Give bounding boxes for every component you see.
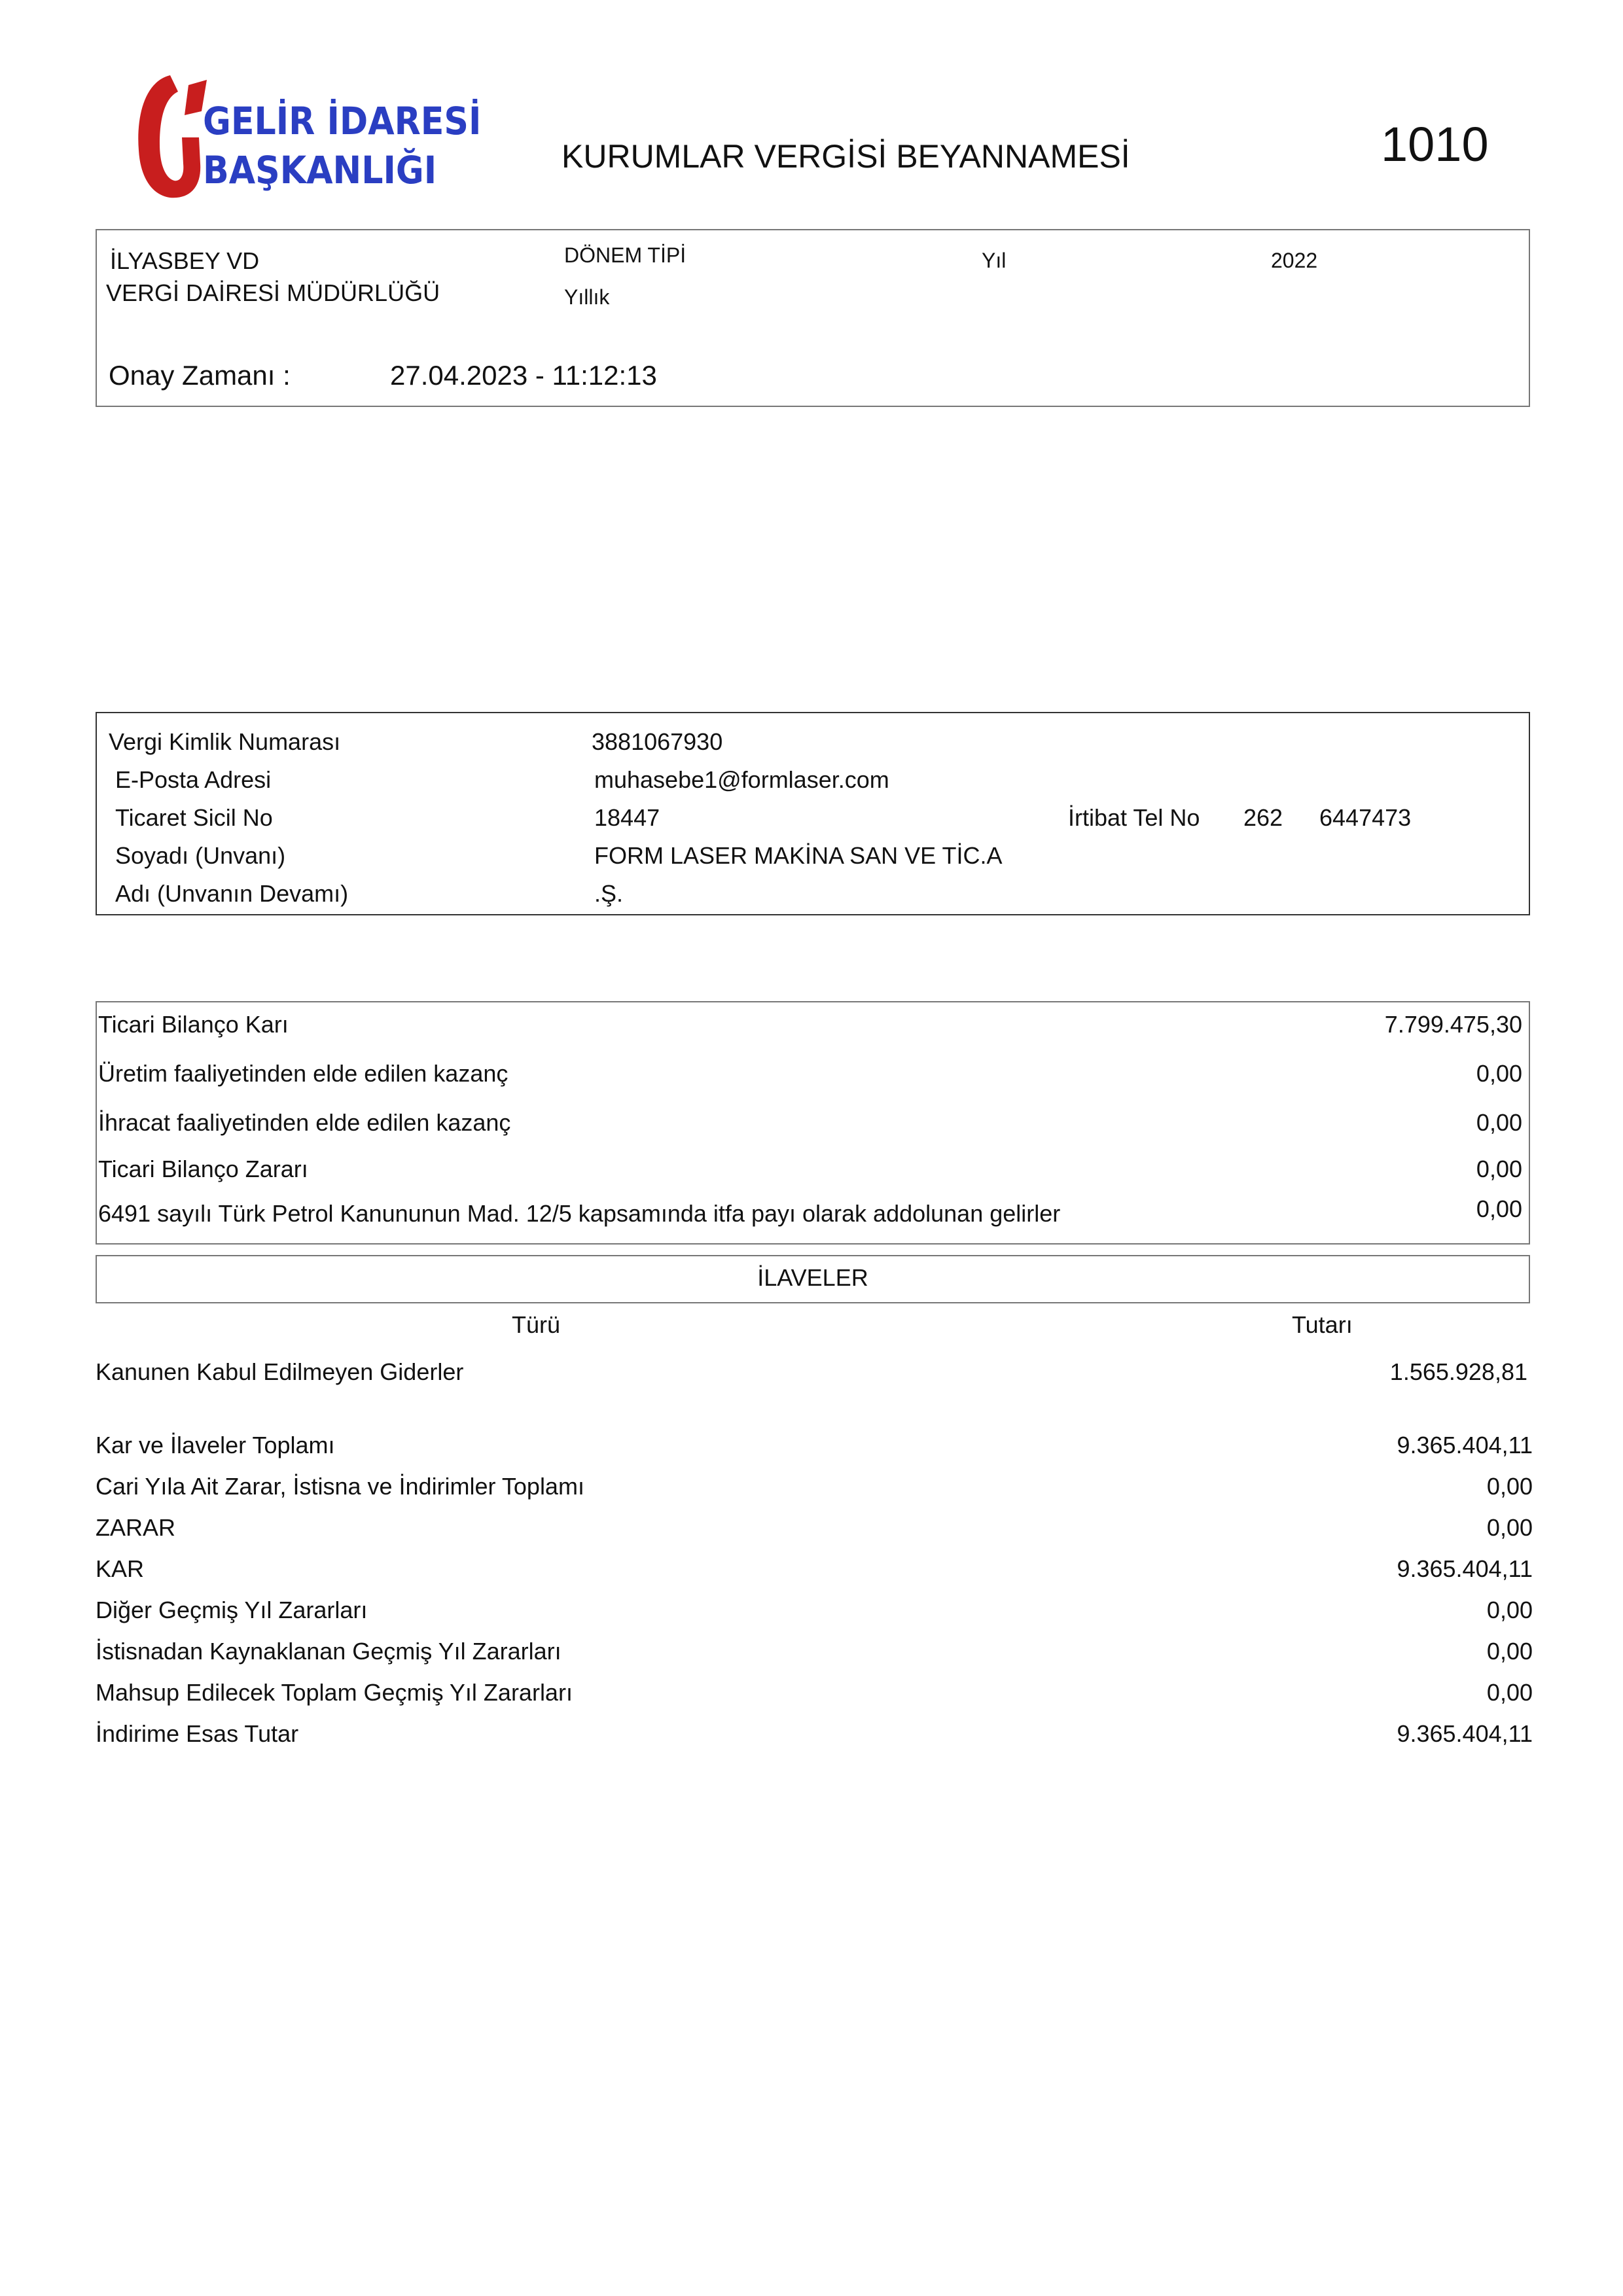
col-amount-header: Tutarı bbox=[1292, 1311, 1353, 1338]
total-label: ZARAR bbox=[96, 1514, 176, 1541]
income-label: Üretim faaliyetinden elde edilen kazanç bbox=[98, 1060, 508, 1087]
year-value: 2022 bbox=[1271, 249, 1318, 272]
income-value: 0,00 bbox=[1476, 1195, 1522, 1222]
logo-line2: BAŞKANLIĞI bbox=[203, 148, 437, 192]
income-value: 0,00 bbox=[1476, 1109, 1522, 1136]
total-value: 0,00 bbox=[1486, 1473, 1533, 1500]
year-label: Yıl bbox=[982, 249, 1007, 272]
total-value: 0,00 bbox=[1486, 1638, 1533, 1665]
income-label: 6491 sayılı Türk Petrol Kanununun Mad. 12/5 kapsamında itfa payı olarak addolunan gelirler bbox=[98, 1200, 1061, 1227]
email-label: E-Posta Adresi bbox=[115, 766, 272, 793]
additions-title: İLAVELER bbox=[757, 1264, 868, 1291]
document-title: KURUMLAR VERGİSİ BEYANNAMESİ bbox=[562, 138, 1130, 175]
surname-value: FORM LASER MAKİNA SAN VE TİC.A bbox=[594, 842, 1003, 869]
phone-label: İrtibat Tel No bbox=[1068, 804, 1200, 831]
total-label: İndirime Esas Tutar bbox=[96, 1720, 299, 1747]
name-label: Adı (Unvanın Devamı) bbox=[115, 880, 349, 907]
total-value: 9.365.404,11 bbox=[1397, 1720, 1533, 1747]
total-label: KAR bbox=[96, 1555, 145, 1582]
income-value: 7.799.475,30 bbox=[1384, 1011, 1522, 1038]
income-label: Ticari Bilanço Zararı bbox=[98, 1156, 308, 1182]
total-label: Kar ve İlaveler Toplamı bbox=[96, 1432, 335, 1458]
trade-reg-label: Ticaret Sicil No bbox=[115, 804, 273, 831]
total-label: Mahsup Edilecek Toplam Geçmiş Yıl Zararları bbox=[96, 1679, 573, 1706]
vkn-value: 3881067930 bbox=[592, 728, 723, 755]
tax-office-dept: VERGİ DAİRESİ MÜDÜRLÜĞÜ bbox=[106, 279, 440, 306]
total-label: İstisnadan Kaynaklanan Geçmiş Yıl Zararları bbox=[96, 1638, 562, 1665]
vkn-label: Vergi Kimlik Numarası bbox=[109, 728, 341, 755]
total-value: 9.365.404,11 bbox=[1397, 1432, 1533, 1458]
phone-number: 6447473 bbox=[1319, 804, 1412, 831]
additions-row-value: 1.565.928,81 bbox=[1389, 1358, 1527, 1385]
approval-label: Onay Zamanı : bbox=[109, 360, 291, 391]
approval-value: 27.04.2023 - 11:12:13 bbox=[390, 360, 657, 391]
period-type-label: DÖNEM TİPİ bbox=[564, 243, 687, 267]
total-value: 0,00 bbox=[1486, 1514, 1533, 1541]
income-label: İhracat faaliyetinden elde edilen kazanç bbox=[98, 1109, 511, 1136]
form-number: 1010 bbox=[1381, 117, 1489, 171]
total-label: Cari Yıla Ait Zarar, İstisna ve İndirimler Toplamı bbox=[96, 1473, 584, 1500]
income-label: Ticari Bilanço Karı bbox=[98, 1011, 289, 1038]
income-value: 0,00 bbox=[1476, 1060, 1522, 1087]
total-label: Diğer Geçmiş Yıl Zararları bbox=[96, 1597, 368, 1623]
phone-area-code: 262 bbox=[1243, 804, 1283, 831]
trade-reg-value: 18447 bbox=[594, 804, 660, 831]
name-value: .Ş. bbox=[594, 880, 624, 907]
additions-row-label: Kanunen Kabul Edilmeyen Giderler bbox=[96, 1358, 464, 1385]
total-value: 9.365.404,11 bbox=[1397, 1555, 1533, 1582]
logo-line1: GELİR İDARESİ bbox=[203, 99, 482, 143]
col-type-header: Türü bbox=[512, 1311, 561, 1338]
total-value: 0,00 bbox=[1486, 1679, 1533, 1706]
period-type-value: Yıllık bbox=[564, 285, 610, 309]
tax-office-name: İLYASBEY VD bbox=[110, 247, 260, 274]
email-value: muhasebe1@formlaser.com bbox=[594, 766, 889, 793]
surname-label: Soyadı (Unvanı) bbox=[115, 842, 286, 869]
total-value: 0,00 bbox=[1486, 1597, 1533, 1623]
income-value: 0,00 bbox=[1476, 1156, 1522, 1182]
gib-logo bbox=[131, 72, 482, 203]
